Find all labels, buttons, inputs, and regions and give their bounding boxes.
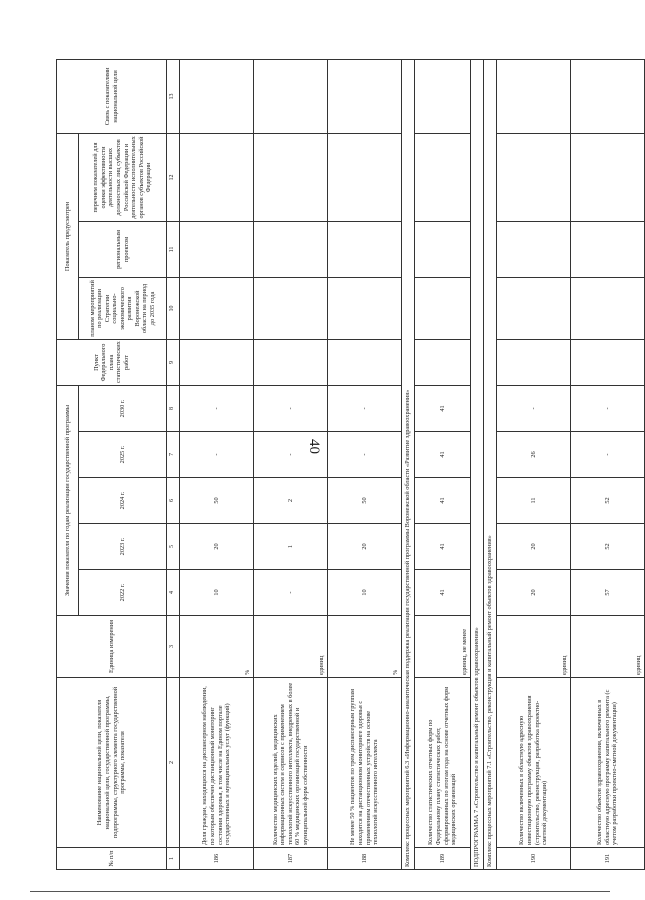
row-number: 190 [497, 848, 571, 870]
table-row [415, 59, 471, 869]
extra-cell [328, 277, 402, 339]
header-name: Наименование национальной цели, показателя национальной цели, государственной программы, подпрограммы, структурного элемента государственной программы, показателя [57, 678, 167, 848]
section-row [402, 59, 415, 869]
extra-cell [180, 221, 254, 277]
col-number: 1 [167, 848, 180, 870]
unit: единиц [254, 616, 328, 678]
extra-cell [415, 277, 471, 339]
year-value: 41 [415, 478, 471, 524]
extra-cell [254, 133, 328, 221]
year-value: - [571, 432, 645, 478]
year-value: 1 [254, 524, 328, 570]
row-number: 189 [415, 848, 471, 870]
header-no: № п/п [57, 848, 167, 870]
page-number: 40 [306, 439, 322, 454]
indicator-name: Количество медицинских изделий, медицинских информационных систем и сервисов с применением технологий искусственного интеллекта, внедренных в более 60 % медицинских организаций государственной и муниципальной форм собственности [254, 678, 328, 848]
table-body [180, 59, 645, 869]
header-year: 2025 г. [79, 432, 167, 478]
year-value: 57 [571, 570, 645, 616]
col-number: 4 [167, 570, 180, 616]
table-row [180, 59, 254, 869]
col-number: 8 [167, 385, 180, 431]
header-year: 2024 г. [79, 478, 167, 524]
row-number: 191 [571, 848, 645, 870]
extra-cell [328, 221, 402, 277]
extra-cell [497, 221, 571, 277]
section-row [484, 59, 497, 869]
col-number: 12 [167, 133, 180, 221]
header-regional: региональным проектом [79, 221, 167, 277]
extra-cell [497, 339, 571, 385]
unit: % [180, 616, 254, 678]
extra-cell [415, 133, 471, 221]
unit: единиц [571, 616, 645, 678]
indicator-name: Количество объектов здравоохранения, включенных в областную адресную программу капитального ремонта (с учетом разработки проектно-сметной документации) [571, 678, 645, 848]
year-value: - [254, 385, 328, 431]
year-value: 20 [180, 524, 254, 570]
row-number: 186 [180, 848, 254, 870]
year-value: 50 [328, 478, 402, 524]
year-value: 20 [328, 524, 402, 570]
extra-cell [180, 277, 254, 339]
extra-cell [571, 339, 645, 385]
year-value: 10 [180, 570, 254, 616]
extra-cell [180, 339, 254, 385]
year-value: - [328, 385, 402, 431]
table-row [254, 59, 328, 869]
header-unit: Единица измерения [57, 616, 167, 678]
section-title: ПОДПРОГРАММА 7 «Строительство и капитальный ремонт объектов здравоохранения» [471, 59, 484, 869]
extra-cell [571, 221, 645, 277]
col-number: 7 [167, 432, 180, 478]
header-year: 2023 г. [79, 524, 167, 570]
year-value: 20 [497, 570, 571, 616]
year-value: 11 [497, 478, 571, 524]
extra-cell [571, 277, 645, 339]
header-indicator-group: Показатель предусмотрен [57, 133, 79, 339]
indicator-name: Доля граждан, находящихся на диспансерном наблюдении, по которым обеспечен дистанционный мониторинг состояния здоровья, в том числе на Едином портале государственных и муниципальных услуг (функций) [180, 678, 254, 848]
extra-cell [254, 277, 328, 339]
col-number: 2 [167, 678, 180, 848]
extra-cell [497, 277, 571, 339]
header-decree: перечнем показателей для оценки эффективности деятельности высших должностных лиц субъектов Российской Федерации и деятельности исполнительных органов субъектов Российской Федерации [79, 133, 167, 221]
year-value: 52 [571, 478, 645, 524]
extra-cell [254, 339, 328, 385]
year-value: 41 [415, 524, 471, 570]
indicator-name: Не менее 50 % пациентов по трем диспансерным группам находятся на дистанционном мониторинге здоровья с применением отечественных устройств на основе технологий искусственного интеллекта [328, 678, 402, 848]
year-value: 41 [415, 385, 471, 431]
extra-cell [415, 59, 471, 133]
page-bottom-rule [30, 891, 610, 892]
year-value: - [254, 432, 328, 478]
year-value: 10 [328, 570, 402, 616]
header-link: Связь с показателями национальной цели [57, 59, 167, 133]
section-title: Комплекс процессных мероприятий 7.1 «Строительство, реконструкция и капитальный ремонт объектов здравоохранения» [484, 59, 497, 869]
col-number: 3 [167, 616, 180, 678]
col-number: 5 [167, 524, 180, 570]
unit: единиц [497, 616, 571, 678]
col-number: 6 [167, 478, 180, 524]
header-fed-plan: Пункт Федерального плана статистических работ [57, 339, 167, 385]
year-value: 26 [497, 432, 571, 478]
extra-cell [571, 133, 645, 221]
year-value: - [180, 385, 254, 431]
extra-cell [254, 59, 328, 133]
extra-cell [497, 133, 571, 221]
row-number: 188 [328, 848, 402, 870]
year-value: 41 [415, 432, 471, 478]
extra-cell [415, 339, 471, 385]
table-row [497, 59, 571, 869]
year-value: - [180, 432, 254, 478]
unit: % [328, 616, 402, 678]
year-value: - [254, 570, 328, 616]
extra-cell [254, 221, 328, 277]
extra-cell [180, 59, 254, 133]
extra-cell [497, 59, 571, 133]
year-value: 41 [415, 570, 471, 616]
extra-cell [180, 133, 254, 221]
section-row [471, 59, 484, 869]
table-row [571, 59, 645, 869]
year-value: 52 [571, 524, 645, 570]
extra-cell [328, 59, 402, 133]
col-number: 10 [167, 277, 180, 339]
col-number: 11 [167, 221, 180, 277]
col-number: 9 [167, 339, 180, 385]
extra-cell [415, 221, 471, 277]
year-value: 20 [497, 524, 571, 570]
year-value: - [571, 385, 645, 431]
header-year: 2022 г. [79, 570, 167, 616]
indicator-name: Количество включенных в областную адресную инвестиционную программу объектов здравоохранения (строительство, реконструкция, разработка проектно-сметной документации) [497, 678, 571, 848]
header-year: 2030 г. [79, 385, 167, 431]
year-value: 2 [254, 478, 328, 524]
year-value: - [328, 432, 402, 478]
header-strategy: планом мероприятий по реализации Стратегии социально-экономического развития Воронежской области на период до 2035 года [79, 277, 167, 339]
section-title: Комплекс процессных мероприятий 6.3 «Информационно-аналитическая поддержка реализации государственной программы Воронежской области «Развитие здравоохранения» [402, 59, 415, 869]
row-number: 187 [254, 848, 328, 870]
extra-cell [328, 133, 402, 221]
extra-cell [571, 59, 645, 133]
header-values-group: Значения показателя по годам реализации государственной программы [57, 385, 79, 615]
unit: единиц, не менее [415, 616, 471, 678]
rotated-table-container [56, 60, 643, 870]
indicators-table [56, 59, 645, 870]
extra-cell [328, 339, 402, 385]
indicator-name: Количество статистических отчетных форм по Федеральному плану статистических работ, сформированных по итогам года на основе отчетных форм медицинских организаций [415, 678, 471, 848]
year-value: 50 [180, 478, 254, 524]
col-number: 13 [167, 59, 180, 133]
year-value: - [497, 385, 571, 431]
table-row [328, 59, 402, 869]
